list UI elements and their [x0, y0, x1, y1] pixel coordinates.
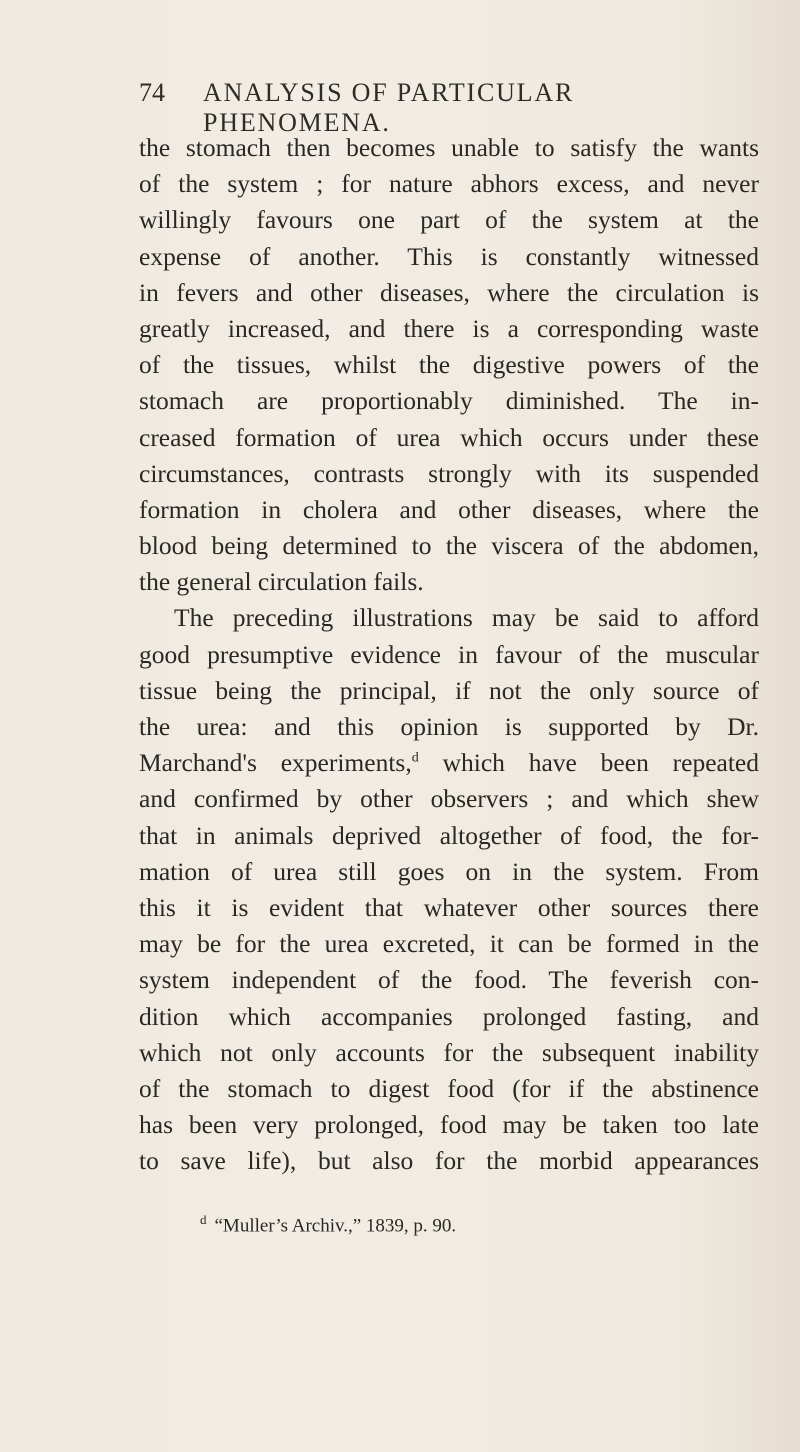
text-line: tissue being the principal, if not the only source of — [139, 675, 759, 705]
text-line: formation in cholera and other diseases, where the — [139, 494, 759, 524]
body-text — [139, 130, 759, 1179]
page-number: 74 — [139, 78, 165, 107]
text-segment: which have been repeated — [442, 748, 759, 778]
page-header — [139, 78, 759, 137]
text-line: that in animals deprived altogether of food, the for- — [139, 820, 759, 850]
text-line: circumstances, contrasts strongly with its suspended — [139, 458, 759, 488]
text-line: may be for the urea excreted, it can be formed in the — [139, 929, 759, 959]
footnote — [200, 1212, 456, 1237]
text-line: of the tissues, whilst the digestive powers of the — [139, 350, 759, 380]
text-line: system independent of the food. The feverish con- — [139, 965, 759, 995]
text-line: this it is evident that whatever other sources there — [139, 892, 759, 922]
text-segment: Marchand's experiments, — [139, 748, 412, 778]
text-line: creased formation of urea which occurs under these — [139, 422, 759, 452]
running-head: ANALYSIS OF PARTICULAR PHENOMENA. — [203, 78, 575, 137]
text-line: of the system ; for nature abhors excess, and never — [139, 169, 759, 199]
text-line: in fevers and other diseases, where the circulation is — [139, 277, 759, 307]
text-line: The preceding illustrations may be said to afford — [174, 603, 759, 633]
text-line: has been very prolonged, food may be taken too late — [139, 1110, 759, 1140]
text-line: blood being determined to the viscera of the abdomen, — [139, 531, 759, 561]
text-line: the stomach then becomes unable to satisfy the wants — [139, 133, 759, 162]
text-line: the general circulation fails. — [139, 567, 424, 597]
text-line: stomach are proportionably diminished. The in- — [139, 386, 759, 416]
text-line: good presumptive evidence in favour of the muscular — [139, 639, 759, 669]
footnote-mark: d — [200, 1212, 207, 1227]
text-line: of the stomach to digest food (for if the abstinence — [139, 1073, 759, 1103]
text-line-with-ref — [139, 745, 759, 781]
text-line: mation of urea still goes on in the system. From — [139, 856, 759, 886]
text-line: dition which accompanies prolonged fasting, and — [139, 1001, 759, 1031]
text-line: expense of another. This is constantly witnessed — [139, 241, 759, 271]
text-line: which not only accounts for the subsequent inability — [139, 1037, 759, 1067]
text-line: greatly increased, and there is a corresponding waste — [139, 313, 759, 343]
text-line: to save life), but also for the morbid appearances — [139, 1146, 759, 1176]
footnote-text: “Muller’s Archiv.,” 1839, p. 90. — [214, 1215, 457, 1237]
footnote-ref: d — [411, 750, 419, 766]
text-line: the urea: and this opinion is supported by Dr. — [139, 712, 759, 741]
text-line: and confirmed by other observers ; and which shew — [139, 784, 759, 814]
text-line: willingly favours one part of the system at the — [139, 205, 759, 235]
